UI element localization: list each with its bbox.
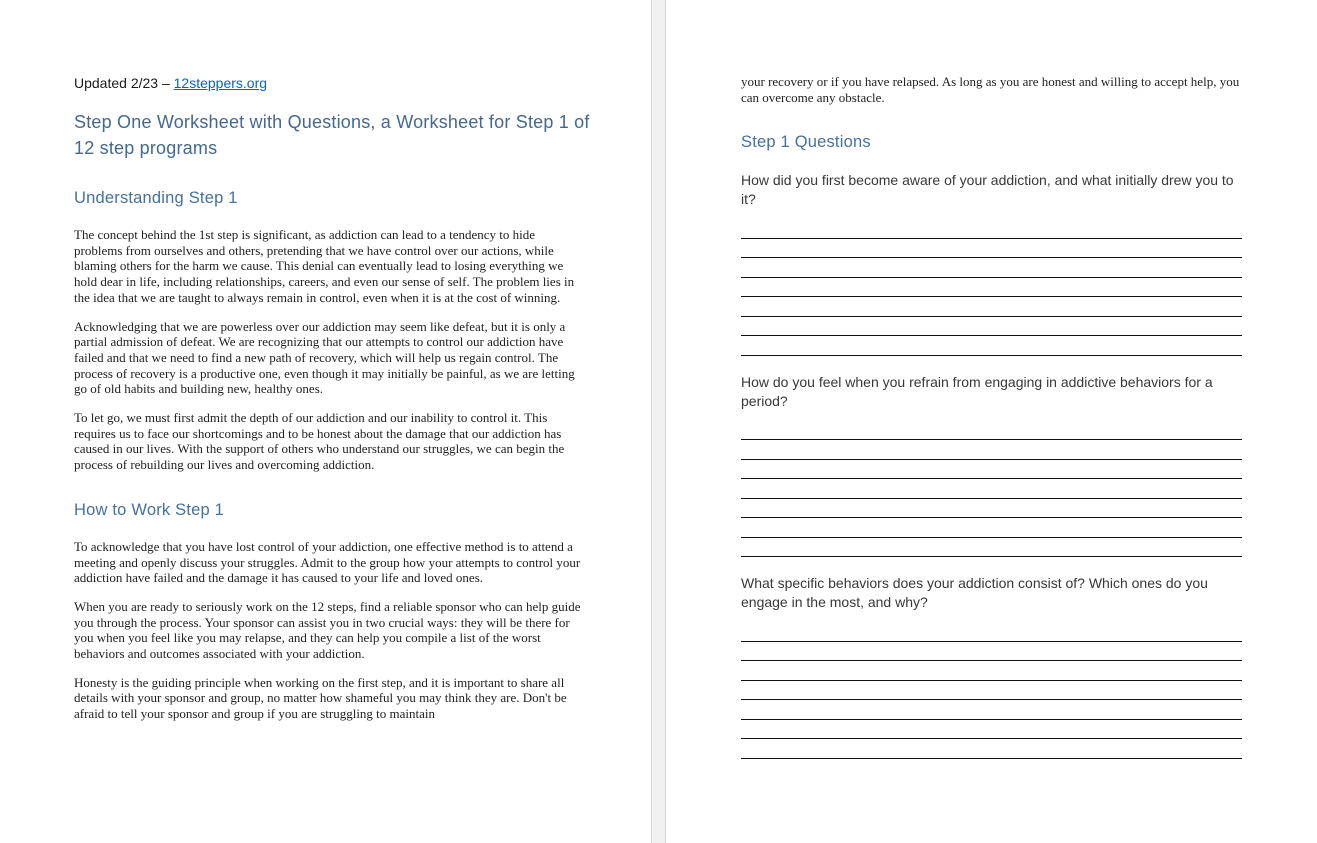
paragraph: Acknowledging that we are powerless over our addiction may seem like defeat, but it is only a partial admission of defeat. We are recognizing that our attempts to control our addiction have failed and that we need to find a new path of recovery, which will help us regain control. The process of recovery is a productive one, even though it may initially be painful, as we are letting go of old habits and building new, healthy ones. xyxy=(74,318,575,397)
answer-line[interactable] xyxy=(741,661,1242,681)
answer-line[interactable] xyxy=(741,297,1242,317)
paragraph: The concept behind the 1st step is significant, as addiction can lead to a tendency to hide problems from ourselves and others, pretending that we have control over our actions, while blaming others for the harm we cause. This denial can eventually lead to losing everything we hold dear in life, including relationships, careers, and even our sense of self. The problem lies in the idea that we are taught to always remain in control, even when it is at the cost of winning. xyxy=(74,227,575,305)
answer-line[interactable] xyxy=(741,622,1242,642)
answer-line[interactable] xyxy=(741,720,1242,740)
answer-line[interactable] xyxy=(741,421,1242,441)
page-left xyxy=(0,0,651,843)
answer-line[interactable] xyxy=(741,278,1242,298)
paragraph-continuation: your recovery or if you have relapsed. As long as you are honest and willing to accept help, you can overcome any obstacle. xyxy=(741,74,1240,105)
answer-line[interactable] xyxy=(741,219,1242,239)
paragraph: Honesty is the guiding principle when working on the first step, and it is important to share all details with your sponsor and group, no matter how shameful you may think they are. Don't be afraid to tell your sponsor and group if you are struggling to maintain xyxy=(74,674,567,722)
page-divider xyxy=(651,0,666,843)
section-heading-understanding-step-1: Understanding Step 1 xyxy=(74,189,238,207)
updated-text: Updated 2/23 – xyxy=(74,75,174,91)
updated-line xyxy=(74,74,581,92)
answer-line[interactable] xyxy=(741,642,1242,662)
paragraph: When you are ready to seriously work on the 12 steps, find a reliable sponsor who can help guide you through the process. Your sponsor can assist you in two crucial ways: they will be there for you when you feel like you may relapse, and they can help you compile a list of the worst behaviors and outcomes associated with your addiction. xyxy=(74,598,581,662)
question-3: What specific behaviors does your addiction consist of? Which ones do you engage in the most, and why? xyxy=(741,575,1208,611)
answer-line[interactable] xyxy=(741,317,1242,337)
question-1: How did you first become aware of your addiction, and what initially drew you to it? xyxy=(741,172,1234,208)
answer-line[interactable] xyxy=(741,239,1242,259)
answer-line[interactable] xyxy=(741,700,1242,720)
answer-line[interactable] xyxy=(741,518,1242,538)
answer-line[interactable] xyxy=(741,440,1242,460)
document-title: Step One Worksheet with Questions, a Worksheet for Step 1 of 12 step programs xyxy=(74,112,590,158)
12steppers-link[interactable]: 12steppers.org xyxy=(173,75,268,91)
answer-line[interactable] xyxy=(741,739,1242,759)
answer-line[interactable] xyxy=(741,479,1242,499)
question-2: How do you feel when you refrain from engaging in addictive behaviors for a period? xyxy=(741,373,1213,409)
answer-block-3 xyxy=(741,622,1242,759)
answer-line[interactable] xyxy=(741,681,1242,701)
section-heading-step-1-questions: Step 1 Questions xyxy=(741,133,871,152)
section-heading-how-to-work-step-1: How to Work Step 1 xyxy=(74,500,225,519)
answer-line[interactable] xyxy=(741,336,1242,356)
paragraph: To let go, we must first admit the depth of our addiction and our inability to control it. This requires us to face our shortcomings and to be honest about the damage that our addiction has caused in our lives. With the support of others who understand our struggles, we can begin the process of rebuilding our lives and overcoming addiction. xyxy=(74,410,565,473)
paragraph: To acknowledge that you have lost control of your addiction, one effective method is to attend a meeting and openly discuss your struggles. Admit to the group how your attempts to control your addiction have failed and the damage it has caused to your life and loved ones. xyxy=(74,538,581,586)
page-right xyxy=(666,0,1317,843)
answer-line[interactable] xyxy=(741,538,1242,558)
answer-block-2 xyxy=(741,421,1242,558)
answer-line[interactable] xyxy=(741,499,1242,519)
answer-block-1 xyxy=(741,219,1242,356)
answer-line[interactable] xyxy=(741,258,1242,278)
answer-line[interactable] xyxy=(741,460,1242,480)
